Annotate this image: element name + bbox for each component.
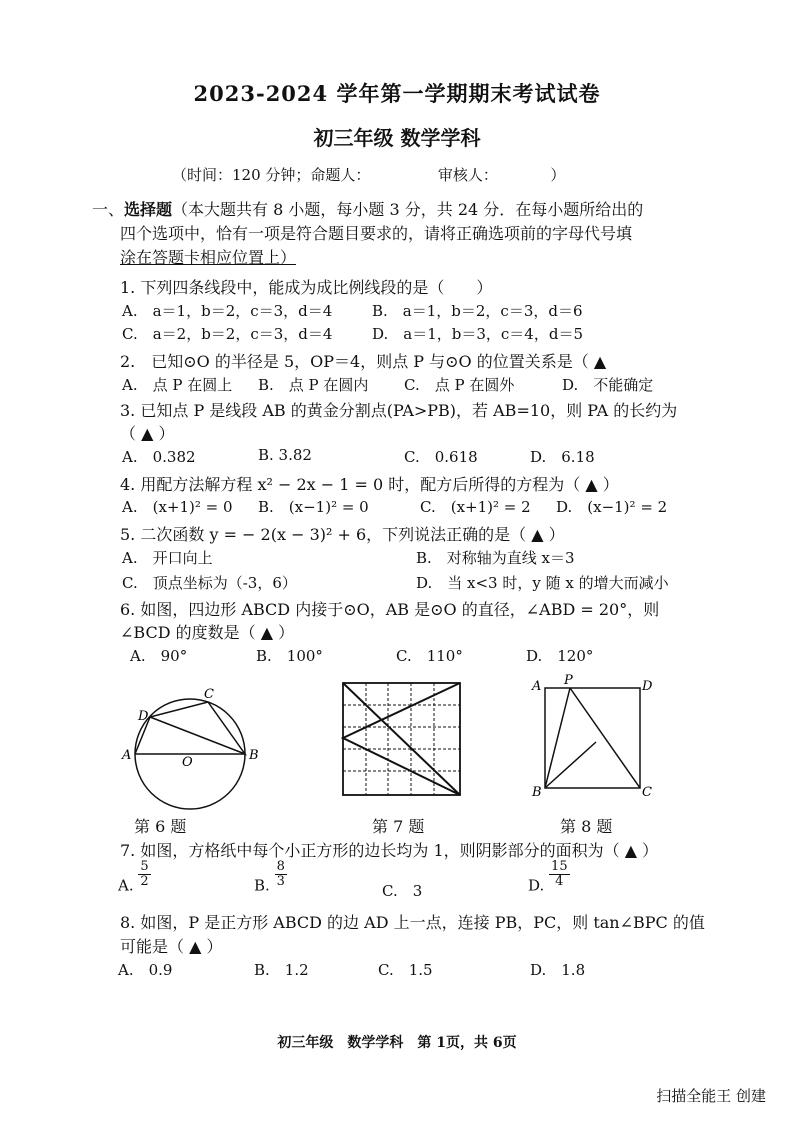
label-b: B xyxy=(532,785,542,800)
question-3-stem-cont: （ ▲ ） xyxy=(120,424,175,443)
question-4-option-a: A. (x+1)² = 0 xyxy=(122,498,233,516)
label-a: A xyxy=(122,748,132,763)
segment-pb xyxy=(545,688,570,788)
label-o: O xyxy=(182,755,193,770)
exam-info-line: （时间：120 分钟；命题人： 审核人： ） xyxy=(172,166,566,184)
question-2-option-c: C. 点 P 在圆外 xyxy=(404,376,515,394)
question-4-option-c: C. (x+1)² = 2 xyxy=(420,498,531,516)
question-8-option-b: B. 1.2 xyxy=(254,961,309,979)
question-3-option-c: C. 0.618 xyxy=(404,448,478,466)
label-a: A xyxy=(532,679,542,694)
question-4-option-b: B. (x−1)² = 0 xyxy=(258,498,369,516)
question-6-stem: 6. 如图，四边形 ABCD 内接于⊙O，AB 是⊙O 的直径，∠ABD = 20°，则 xyxy=(120,600,660,619)
scanner-watermark: 扫描全能王 创建 xyxy=(656,1087,766,1105)
question-3-option-d: D. 6.18 xyxy=(530,448,595,466)
question-5-option-b: B. 对称轴为直线 x＝3 xyxy=(416,549,575,567)
quadrilateral-abcd xyxy=(135,702,245,754)
option-label: A. xyxy=(118,876,134,895)
question-6-option-c: C. 110° xyxy=(396,647,463,665)
question-7-option-a xyxy=(118,860,151,895)
numerator: 8 xyxy=(276,859,285,874)
question-5-option-a: A. 开口向上 xyxy=(122,549,213,567)
section-number: 一、 xyxy=(92,200,125,219)
shaded-region-outline xyxy=(343,683,460,795)
question-7-stem: 7. 如图，方格纸中每个小正方形的边长均为 1，则阴影部分的面积为（ ▲ ） xyxy=(120,841,659,860)
section-intro-line2: 四个选项中，恰有一项是符合题目要求的，请将正确选项前的字母代号填 xyxy=(120,224,633,243)
question-7-option-d xyxy=(528,860,570,895)
question-3-stem: 3. 已知点 P 是线段 AB 的黄金分割点(PA>PB)，若 AB=10，则 PA 的长约为 xyxy=(120,401,678,420)
question-3-option-a: A. 0.382 xyxy=(122,448,196,466)
question-8-option-c: C. 1.5 xyxy=(378,961,433,979)
page-footer: 初三年级 数学学科 第 1页，共 6页 xyxy=(277,1035,517,1051)
question-6-option-d: D. 120° xyxy=(526,647,594,665)
label-d: D xyxy=(138,709,149,724)
question-4-option-d: D. (x−1)² = 2 xyxy=(556,498,668,516)
label-d: D xyxy=(642,679,653,694)
figure-7-diagram xyxy=(340,680,465,805)
question-8-stem-cont: 可能是（ ▲ ） xyxy=(120,937,223,956)
question-1-option-c: C. a＝2，b＝2，c＝3，d＝4 xyxy=(122,325,333,343)
label-p: P xyxy=(564,673,573,688)
question-6-option-a: A. 90° xyxy=(130,647,188,665)
question-8-option-a: A. 0.9 xyxy=(118,961,173,979)
denominator: 4 xyxy=(555,874,564,889)
option-label: B. xyxy=(254,876,270,895)
question-4-stem: 4. 用配方法解方程 x² − 2x − 1 = 0 时，配方后所得的方程为（ ▲ ） xyxy=(120,475,619,494)
segment-pc xyxy=(570,688,640,788)
exam-subtitle: 初三年级 数学学科 xyxy=(313,126,481,150)
label-b: B xyxy=(249,748,259,763)
label-c: C xyxy=(642,785,652,800)
section-intro-line3: 涂在答题卡相应位置上） xyxy=(120,248,297,267)
fraction-d xyxy=(549,860,570,889)
question-1-stem: 1. 下列四条线段中，能成为成比例线段的是（ ） xyxy=(120,278,493,297)
question-5-option-d: D. 当 x<3 时，y 随 x 的增大而减小 xyxy=(416,574,669,592)
question-6-option-b: B. 100° xyxy=(256,647,323,665)
question-7-option-c: C. 3 xyxy=(382,882,423,900)
label-c: C xyxy=(204,687,214,702)
figure-8-diagram xyxy=(528,672,663,800)
question-1-option-d: D. a＝1，b＝3，c＝4，d＝5 xyxy=(372,325,583,343)
figure-8-caption: 第 8 题 xyxy=(560,817,613,836)
question-6-stem-cont: ∠BCD 的度数是（ ▲ ） xyxy=(120,623,295,642)
question-2-stem: 2. 已知⊙O 的半径是 5，OP＝4，则点 P 与⊙O 的位置关系是（ ▲ xyxy=(120,352,607,371)
question-3-option-b: B. 3.82 xyxy=(258,446,312,464)
numerator: 5 xyxy=(140,859,149,874)
option-label: D. xyxy=(528,876,545,895)
question-5-stem: 5. 二次函数 y = − 2(x − 3)² + 6，下列说法正确的是（ ▲ ） xyxy=(120,525,565,544)
square-abcd xyxy=(545,688,640,788)
denominator: 2 xyxy=(140,874,149,889)
denominator: 3 xyxy=(276,874,285,889)
question-8-stem: 8. 如图，P 是正方形 ABCD 的边 AD 上一点，连接 PB，PC，则 tan∠BPC 的值 xyxy=(120,913,705,932)
segment-inner xyxy=(545,742,596,788)
question-1-option-a: A. a＝1，b＝2，c＝3，d＝4 xyxy=(122,302,333,320)
question-5-option-c: C. 顶点坐标为（-3，6） xyxy=(122,574,297,592)
question-2-option-a: A. 点 P 在圆上 xyxy=(122,376,233,394)
section-heading xyxy=(92,198,643,222)
fraction-a xyxy=(138,860,150,889)
figure-6-caption: 第 6 题 xyxy=(134,817,187,836)
question-7-option-b xyxy=(254,860,287,895)
figure-6-diagram xyxy=(112,684,272,814)
question-1-option-b: B. a＝1，b＝2，c＝3，d＝6 xyxy=(372,302,583,320)
fraction-b xyxy=(275,860,287,889)
question-8-option-d: D. 1.8 xyxy=(530,961,586,979)
figure-7-caption: 第 7 题 xyxy=(372,817,425,836)
exam-title: 2023-2024 学年第一学期期末考试试卷 xyxy=(193,81,601,106)
section-name: 选择题 xyxy=(124,200,173,219)
numerator: 15 xyxy=(551,859,568,874)
question-2-option-d: D. 不能确定 xyxy=(562,376,654,394)
question-2-option-b: B. 点 P 在圆内 xyxy=(258,376,369,394)
section-intro-line1: （本大题共有 8 小题，每小题 3 分，共 24 分．在每小题所给出的 xyxy=(172,200,644,219)
